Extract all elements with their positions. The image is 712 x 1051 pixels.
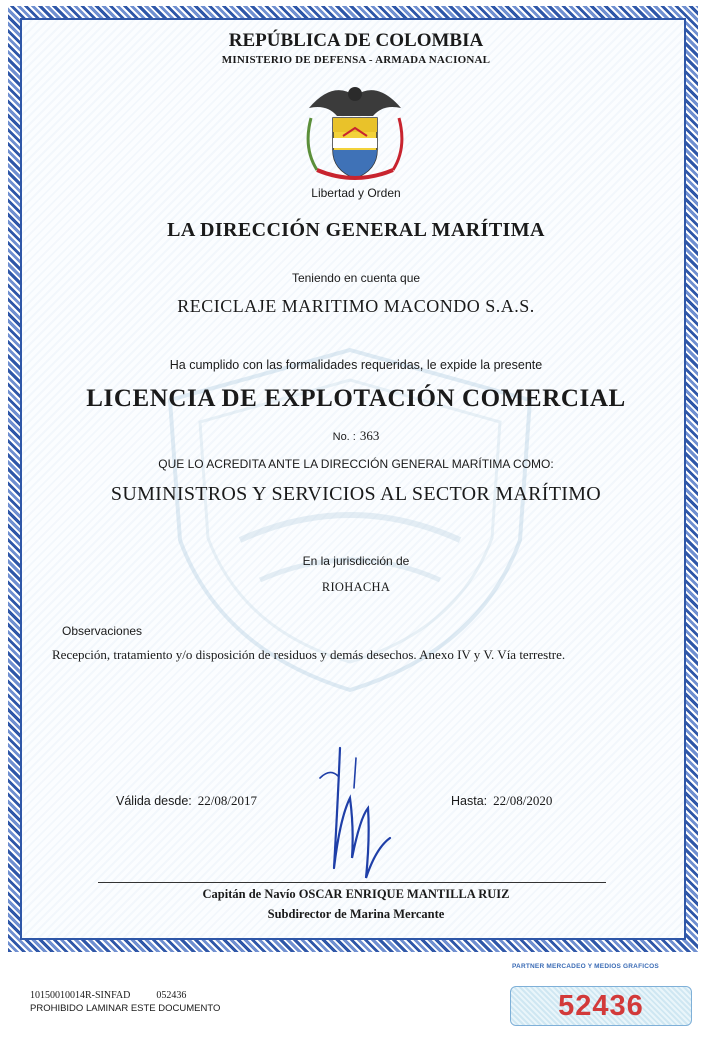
colombia-coat-of-arms-icon (303, 78, 407, 184)
ministry-subtitle: MINISTERIO DE DEFENSA - ARMADA NACIONAL (221, 54, 491, 66)
valid-to (451, 793, 552, 809)
signatory-name: Capitán de Navío OSCAR ENRIQUE MANTILLA RUIZ (202, 887, 510, 901)
lamination-warning: PROHIBIDO LAMINAR ESTE DOCUMENTO (30, 1003, 221, 1014)
observations-text: Recepción, tratamiento y/o disposición de residuos y demás desechos. Anexo IV y V. Vía terrestre. (52, 647, 566, 662)
serial-small: 052436 (156, 990, 187, 1001)
valid-to-label: Hasta: (451, 794, 488, 808)
serial-number-box (510, 986, 692, 1026)
license-number-row (0, 428, 712, 444)
sector-name: SUMINISTROS Y SERVICIOS AL SECTOR MARÍTIMO (110, 483, 602, 505)
valid-from-date: 22/08/2017 (197, 793, 257, 808)
printer-credit: PARTNER MERCADEO Y MEDIOS GRAFICOS (512, 963, 659, 970)
valid-to-date: 22/08/2020 (493, 793, 553, 808)
fulfilled-text: Ha cumplido con las formalidades requeridas, le expide la presente (169, 358, 543, 372)
signature-line (98, 882, 606, 883)
valid-from (116, 793, 257, 809)
motto: Libertad y Orden (311, 186, 401, 200)
intro-text: Teniendo en cuenta que (291, 271, 421, 285)
valid-from-label: Válida desde: (116, 794, 192, 808)
document-code: 10150010014R-SINFAD (30, 990, 131, 1001)
license-number: 363 (359, 428, 380, 443)
company-name: RECICLAJE MARITIMO MACONDO S.A.S. (177, 296, 535, 316)
jurisdiction-label: En la jurisdicción de (302, 554, 410, 568)
license-title: LICENCIA DE EXPLOTACIÓN COMERCIAL (86, 385, 626, 412)
license-number-label: No. : (332, 431, 356, 443)
accredits-text: QUE LO ACREDITA ANTE LA DIRECCIÓN GENERAL MARÍTIMA COMO: (158, 457, 554, 471)
signatory-role: Subdirector de Marina Mercante (267, 907, 445, 921)
jurisdiction-value: RIOHACHA (321, 580, 391, 594)
handwritten-signature (310, 738, 400, 888)
document-codes (30, 990, 186, 1001)
serial-number: 52436 (558, 989, 644, 1022)
observations-label: Observaciones (62, 624, 143, 638)
authority-heading: LA DIRECCIÓN GENERAL MARÍTIMA (167, 219, 545, 241)
republic-title: REPÚBLICA DE COLOMBIA (228, 30, 484, 51)
